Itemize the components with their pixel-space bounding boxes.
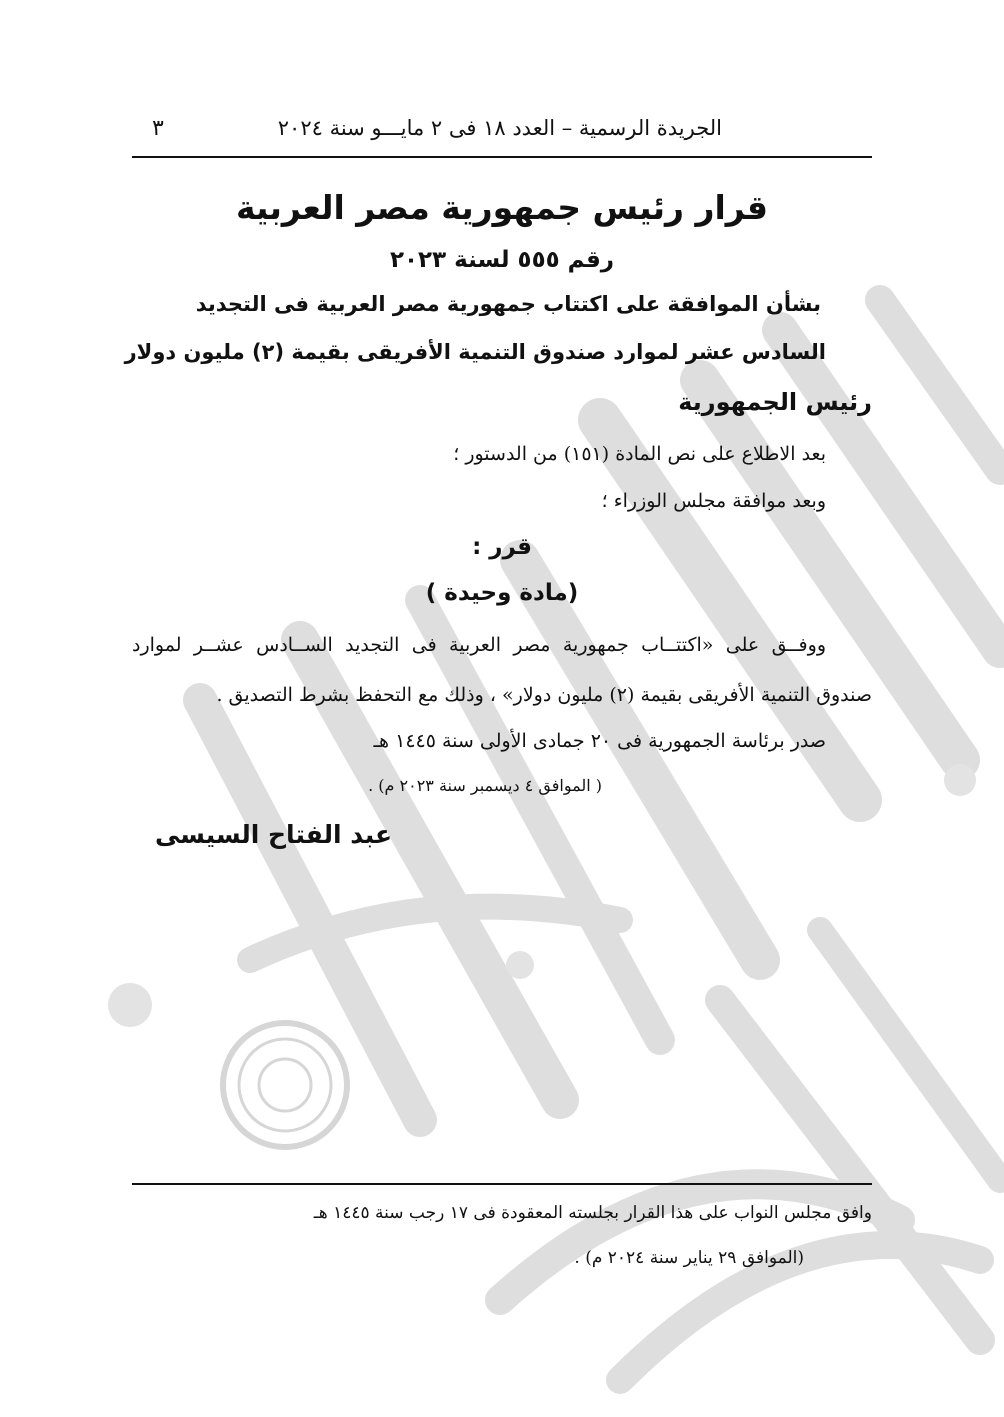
decree-title: قرار رئيس جمهورية مصر العربية bbox=[236, 188, 768, 227]
preamble-cabinet: وبعد موافقة مجلس الوزراء ؛ bbox=[601, 490, 826, 512]
signature: عبد الفتاح السيسى bbox=[155, 820, 393, 849]
footnote-line-2: (الموافق ٢٩ يناير سنة ٢٠٢٤ م) . bbox=[574, 1248, 804, 1268]
header-divider bbox=[132, 156, 872, 158]
decided-heading: قرر : bbox=[472, 534, 532, 560]
page-number: ٣ bbox=[152, 116, 164, 141]
decree-number: رقم ٥٥٥ لسنة ٢٠٢٣ bbox=[389, 247, 615, 273]
gazette-header bbox=[132, 112, 872, 152]
decree-subject-line-2: السادس عشر لموارد صندوق التنمية الأفريقى بقيمة (٢) مليون دولار bbox=[124, 340, 826, 364]
preamble-constitution: بعد الاطلاع على نص المادة (١٥١) من الدستور ؛ bbox=[453, 443, 826, 465]
footnote-line-1: وافق مجلس النواب على هذا القرار بجلسته المعقودة فى ١٧ رجب سنة ١٤٤٥ هـ bbox=[313, 1203, 872, 1223]
decree-subject-line-1: بشأن الموافقة على اكتتاب جمهورية مصر العربية فى التجديد bbox=[195, 292, 821, 316]
article-body-line-1: ووفــق على «اكتتــاب جمهورية مصر العربية فى التجديد الســادس عشــر لموارد bbox=[132, 634, 826, 656]
article-label: (مادة وحيدة ) bbox=[425, 580, 579, 606]
issued-date: صدر برئاسة الجمهورية فى ٢٠ جمادى الأولى سنة ١٤٤٥ هـ bbox=[373, 730, 826, 752]
issuer-heading: رئيس الجمهورية bbox=[678, 388, 872, 416]
footnote-divider bbox=[132, 1183, 872, 1185]
corresponding-date: ( الموافق ٤ ديسمبر سنة ٢٠٢٣ م) . bbox=[368, 776, 602, 795]
gazette-header-title: الجريدة الرسمية – العدد ١٨ فى ٢ مايـــو سنة ٢٠٢٤ bbox=[277, 116, 722, 140]
article-body-line-2: صندوق التنمية الأفريقى بقيمة (٢) مليون دولار» ، وذلك مع التحفظ بشرط التصديق . bbox=[216, 684, 872, 706]
